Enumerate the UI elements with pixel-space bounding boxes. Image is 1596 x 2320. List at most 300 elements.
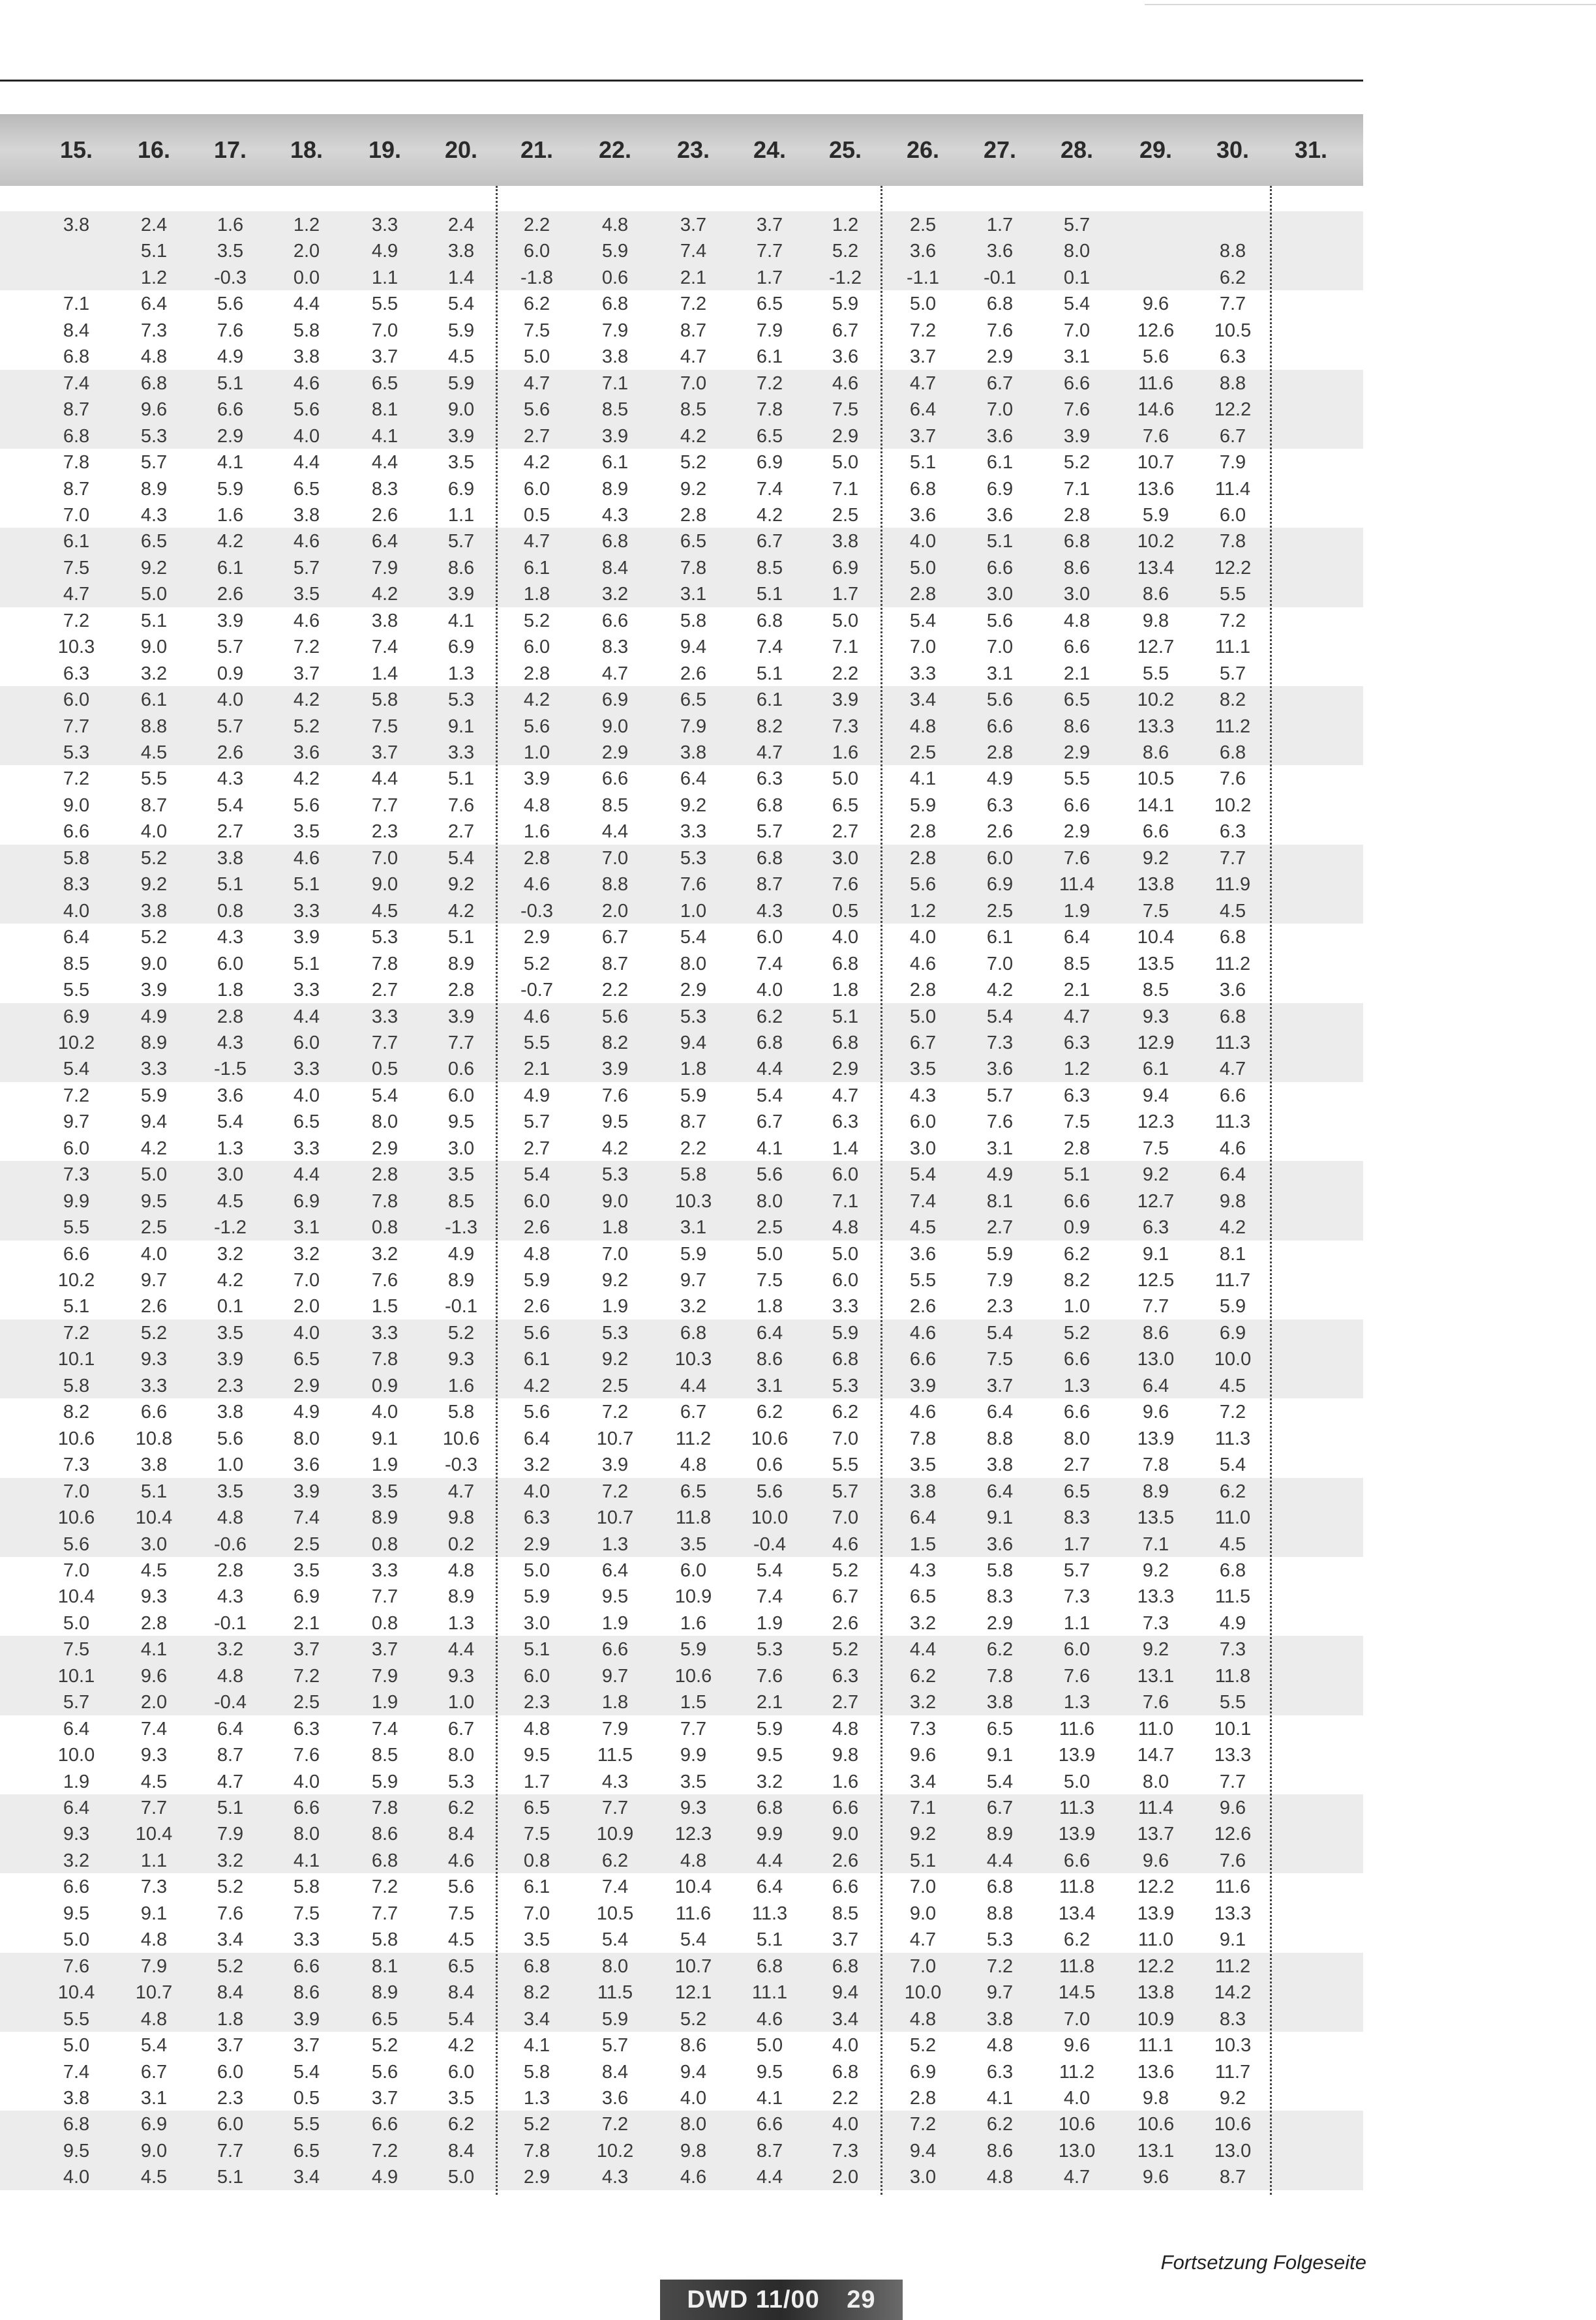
table-cell: 3.5 — [447, 1164, 475, 1186]
table-cell: 5.2 — [217, 1876, 244, 1898]
table-cell: 4.7 — [217, 1771, 244, 1792]
table-cell: 7.7 — [371, 1032, 399, 1053]
table-cell: 5.1 — [756, 584, 783, 605]
table-cell: 7.7 — [217, 2140, 244, 2162]
table-cell: 5.3 — [986, 1929, 1014, 1951]
table-cell: 4.6 — [909, 953, 937, 974]
table-cell: 4.8 — [523, 794, 550, 816]
page-badge — [660, 2280, 903, 2320]
table-cell: 7.5 — [63, 557, 90, 579]
table-cell: 7.3 — [1063, 1586, 1091, 1608]
table-cell: 8.5 — [601, 794, 629, 816]
table-cell: 3.1 — [293, 1217, 320, 1239]
table-cell: 4.1 — [371, 425, 399, 447]
table-cell: -0.4 — [753, 1533, 786, 1555]
table-cell: 10.2 — [57, 1032, 95, 1053]
table-cell: 13.5 — [1137, 1507, 1175, 1529]
day-header-17: 17. — [213, 136, 247, 163]
table-cell: 6.8 — [756, 1032, 783, 1053]
table-cell: 3.9 — [601, 1454, 629, 1476]
table-cell: 6.8 — [1219, 1559, 1246, 1581]
table-cell: 5.2 — [832, 1639, 859, 1661]
table-cell: 7.0 — [371, 320, 399, 341]
table-row — [0, 1319, 1363, 1346]
table-cell: 11.6 — [675, 1903, 712, 1924]
table-cell: 9.2 — [1142, 1639, 1169, 1661]
table-cell: 5.9 — [217, 478, 244, 500]
table-cell: 9.5 — [601, 1586, 629, 1608]
table-cell: 8.3 — [63, 874, 90, 896]
table-cell: 6.8 — [832, 2061, 859, 2083]
table-cell: 4.7 — [63, 584, 90, 605]
table-cell: 7.2 — [293, 637, 320, 658]
table-cell: 3.2 — [140, 663, 168, 684]
table-cell: 9.0 — [601, 716, 629, 737]
table-cell: 3.2 — [217, 1850, 244, 1871]
table-cell: 5.1 — [447, 927, 475, 948]
table-cell: 4.7 — [523, 531, 550, 552]
table-cell: 8.0 — [293, 1824, 320, 1845]
table-cell: 7.4 — [756, 478, 783, 500]
table-cell: 5.4 — [447, 2008, 475, 2030]
table-cell: 5.8 — [293, 320, 320, 341]
table-cell: 3.3 — [140, 1059, 168, 1080]
table-cell: 4.5 — [217, 1190, 244, 1212]
table-cell: 7.7 — [140, 1798, 168, 1818]
table-cell: 9.8 — [447, 1507, 475, 1529]
table-cell: 2.9 — [371, 1137, 399, 1159]
table-cell: 6.8 — [371, 1850, 399, 1871]
table-cell: 1.0 — [1063, 1296, 1091, 1318]
table-cell: 1.8 — [523, 584, 550, 605]
table-cell: 10.1 — [57, 1349, 95, 1370]
table-cell: 0.8 — [371, 1217, 399, 1239]
table-cell: 1.8 — [832, 980, 859, 1001]
table-cell: 1.9 — [371, 1692, 399, 1713]
table-cell: 8.7 — [680, 1111, 707, 1133]
table-cell: 6.6 — [832, 1798, 859, 1818]
table-cell: 6.4 — [217, 1718, 244, 1740]
table-cell: 5.8 — [523, 2061, 550, 2083]
table-cell: 3.2 — [63, 1850, 90, 1871]
table-cell: 6.0 — [447, 1085, 475, 1106]
table-cell — [1275, 2137, 1347, 2163]
table-cell: -1.2 — [214, 1217, 247, 1239]
table-cell: 12.3 — [674, 1824, 712, 1845]
table-cell: 5.7 — [756, 821, 783, 843]
table-cell: 8.3 — [1219, 2008, 1246, 2030]
table-cell: 4.4 — [756, 1850, 783, 1871]
table-cell: 5.2 — [523, 953, 550, 974]
table-cell — [1275, 475, 1347, 502]
table-cell: 7.3 — [832, 2140, 859, 2162]
table-row — [0, 1003, 1363, 1029]
day-header-30: 30. — [1216, 136, 1250, 163]
table-cell: 3.7 — [909, 346, 937, 368]
table-cell: 2.6 — [371, 504, 399, 526]
table-cell: 1.2 — [140, 267, 168, 288]
table-cell: 12.7 — [1137, 1190, 1175, 1212]
table-cell: 4.2 — [680, 425, 707, 447]
table-cell: 9.3 — [680, 1798, 707, 1818]
table-cell: 6.6 — [986, 716, 1014, 737]
table-cell: 3.8 — [986, 1454, 1014, 1476]
table-cell: 5.9 — [986, 1243, 1014, 1265]
table-cell: 1.3 — [1063, 1375, 1091, 1396]
table-cell: 6.1 — [140, 689, 168, 711]
table-cell: 4.2 — [293, 768, 320, 790]
table-cell: 8.5 — [680, 399, 707, 421]
table-cell: 6.5 — [371, 372, 399, 394]
table-cell: 7.3 — [1219, 1639, 1246, 1661]
table-cell: 6.3 — [1142, 1217, 1169, 1239]
table-cell: 7.5 — [63, 1639, 90, 1661]
table-cell: 6.1 — [986, 452, 1014, 474]
table-row — [0, 845, 1363, 871]
table-cell: 4.4 — [293, 294, 320, 315]
table-cell: 5.6 — [523, 716, 550, 737]
table-cell: 5.5 — [371, 294, 399, 315]
table-cell: 3.3 — [447, 742, 475, 763]
table-cell: 9.8 — [680, 2140, 707, 2162]
table-row — [0, 1610, 1363, 1636]
table-cell: 2.8 — [447, 980, 475, 1001]
table-cell: 8.5 — [371, 1745, 399, 1766]
table-cell: 6.7 — [601, 927, 629, 948]
table-cell: 1.2 — [909, 900, 937, 922]
table-cell: 6.6 — [371, 2114, 399, 2135]
table-cell: 7.5 — [1063, 1111, 1091, 1133]
table-cell: 7.6 — [217, 320, 244, 341]
table-cell — [1275, 290, 1347, 316]
table-cell: 8.4 — [447, 2140, 475, 2162]
table-cell: 3.2 — [523, 1454, 550, 1476]
table-cell: 9.3 — [63, 1824, 90, 1845]
table-cell: 4.7 — [1219, 1059, 1246, 1080]
table-cell: 5.0 — [909, 557, 937, 579]
table-cell: 5.8 — [293, 1876, 320, 1898]
table-cell: 6.8 — [63, 2114, 90, 2135]
table-cell: 4.0 — [217, 689, 244, 711]
table-cell: 8.7 — [217, 1745, 244, 1766]
table-cell: 7.5 — [1142, 1137, 1169, 1159]
table-cell: 7.2 — [756, 372, 783, 394]
table-cell: 5.9 — [601, 2008, 629, 2030]
table-cell: 4.2 — [523, 1375, 550, 1396]
table-cell: 4.3 — [909, 1085, 937, 1106]
table-cell: 4.8 — [523, 1243, 550, 1265]
table-cell: 7.0 — [293, 1270, 320, 1291]
table-cell: 2.6 — [909, 1296, 937, 1318]
table-row — [0, 1768, 1363, 1794]
table-cell: 7.6 — [1142, 425, 1169, 447]
table-cell: 7.9 — [371, 557, 399, 579]
table-cell: 6.2 — [832, 1402, 859, 1423]
table-cell: 4.1 — [523, 2035, 550, 2056]
table-cell: 5.1 — [63, 1296, 90, 1318]
table-cell — [1275, 1188, 1347, 1214]
table-row — [0, 396, 1363, 422]
table-cell: 5.1 — [832, 1006, 859, 1027]
table-cell: 2.1 — [293, 1612, 320, 1634]
table-cell: 3.5 — [447, 2087, 475, 2109]
table-cell: 6.2 — [909, 1665, 937, 1687]
table-cell: 6.4 — [756, 1322, 783, 1344]
table-cell: 7.6 — [1063, 399, 1091, 421]
table-cell: 10.0 — [57, 1745, 95, 1766]
table-cell: 8.2 — [756, 716, 783, 737]
table-row — [0, 2085, 1363, 2111]
table-cell: 4.2 — [523, 689, 550, 711]
table-cell: 13.5 — [1137, 953, 1175, 974]
day-header-19: 19. — [368, 136, 402, 163]
table-cell: 6.6 — [293, 1955, 320, 1977]
table-cell: 10.6 — [1214, 2114, 1252, 2135]
table-cell: 2.5 — [601, 1375, 629, 1396]
table-cell: 1.9 — [601, 1612, 629, 1634]
table-cell: 4.0 — [832, 927, 859, 948]
table-cell: 4.8 — [832, 1217, 859, 1239]
table-cell: -0.7 — [520, 980, 553, 1001]
table-cell: 5.1 — [217, 372, 244, 394]
table-cell: 8.3 — [601, 637, 629, 658]
table-cell: 7.8 — [1142, 1454, 1169, 1476]
table-cell: 6.4 — [63, 927, 90, 948]
table-cell: 3.8 — [140, 1454, 168, 1476]
table-cell: 1.7 — [756, 267, 783, 288]
table-cell: 1.8 — [756, 1296, 783, 1318]
table-cell: 3.7 — [680, 215, 707, 235]
table-cell: 11.2 — [675, 1428, 712, 1449]
table-cell: 12.2 — [1137, 1876, 1175, 1898]
table-cell: 3.4 — [909, 1771, 937, 1792]
table-cell: 7.9 — [756, 320, 783, 341]
table-cell: 5.5 — [63, 980, 90, 1001]
table-cell: 8.7 — [680, 320, 707, 341]
table-cell: 2.7 — [832, 821, 859, 843]
table-cell: 13.8 — [1137, 874, 1175, 896]
table-cell — [1275, 1610, 1347, 1636]
table-cell: 7.9 — [140, 1955, 168, 1977]
table-cell: -1.8 — [520, 267, 553, 288]
table-cell: 4.8 — [680, 1454, 707, 1476]
table-cell: 2.4 — [140, 215, 168, 235]
table-cell: 6.8 — [523, 1955, 550, 1977]
table-cell: 4.8 — [680, 1850, 707, 1871]
table-row — [0, 502, 1363, 528]
table-cell: 6.8 — [680, 1322, 707, 1344]
table-cell: 9.6 — [1142, 2167, 1169, 2188]
table-row — [0, 1451, 1363, 1477]
table-cell: 9.2 — [601, 1349, 629, 1370]
table-cell: 3.2 — [909, 1692, 937, 1713]
table-cell — [1275, 580, 1347, 607]
table-cell: 14.5 — [1058, 1982, 1096, 2004]
table-cell: 9.4 — [680, 637, 707, 658]
table-cell: 10.3 — [674, 1349, 712, 1370]
table-cell: 6.6 — [909, 1349, 937, 1370]
table-cell: 7.4 — [601, 1876, 629, 1898]
table-cell: 8.6 — [1063, 557, 1091, 579]
table-cell: 6.1 — [217, 557, 244, 579]
table-cell: 6.6 — [217, 399, 244, 421]
table-cell: 5.1 — [140, 610, 168, 631]
table-cell: 6.0 — [217, 2061, 244, 2083]
table-cell: 7.2 — [371, 1876, 399, 1898]
table-cell: 3.9 — [447, 1006, 475, 1027]
table-cell: 3.0 — [909, 2167, 937, 2188]
table-cell: 0.1 — [217, 1296, 244, 1318]
table-cell — [1275, 264, 1347, 290]
table-cell: 5.5 — [1219, 584, 1246, 605]
table-cell: 3.1 — [986, 1137, 1014, 1159]
table-row — [0, 976, 1363, 1002]
table-cell: 3.9 — [1063, 425, 1091, 447]
table-cell: 3.3 — [140, 1375, 168, 1396]
table-cell: 8.1 — [371, 1955, 399, 1977]
table-cell: 13.3 — [1214, 1903, 1252, 1924]
table-cell: 6.7 — [909, 1032, 937, 1053]
table-cell: 8.3 — [371, 478, 399, 500]
table-cell: 5.9 — [140, 1085, 168, 1106]
table-cell: 5.7 — [832, 1481, 859, 1502]
table-cell: 13.3 — [1137, 1586, 1175, 1608]
table-cell: 1.4 — [832, 1137, 859, 1159]
table-cell: 6.1 — [756, 346, 783, 368]
table-cell — [1275, 976, 1347, 1002]
table-row — [0, 1346, 1363, 1372]
table-cell: 6.1 — [63, 531, 90, 552]
table-cell: 1.8 — [217, 980, 244, 1001]
table-cell: 3.8 — [447, 241, 475, 262]
table-cell: 7.8 — [371, 953, 399, 974]
table-cell — [1275, 2163, 1347, 2190]
table-cell: 3.6 — [1219, 980, 1246, 1001]
table-cell: 11.4 — [1137, 1798, 1174, 1818]
table-cell: 7.4 — [63, 372, 90, 394]
table-cell: 3.2 — [680, 1296, 707, 1318]
table-cell: 3.2 — [601, 584, 629, 605]
table-cell: 8.5 — [832, 1903, 859, 1924]
table-cell: 4.7 — [909, 1929, 937, 1951]
table-cell: 3.7 — [371, 742, 399, 763]
table-cell: 4.4 — [756, 1059, 783, 1080]
table-cell: 6.6 — [63, 1243, 90, 1265]
table-cell: 4.9 — [986, 1164, 1014, 1186]
day-header-27: 27. — [983, 136, 1017, 163]
table-cell: 1.8 — [680, 1059, 707, 1080]
table-cell — [1275, 1583, 1347, 1609]
table-cell: 6.0 — [293, 1032, 320, 1053]
table-cell: 8.0 — [1142, 1771, 1169, 1792]
table-cell: 7.1 — [832, 478, 859, 500]
table-cell: 3.3 — [293, 1137, 320, 1159]
table-cell: 3.3 — [909, 663, 937, 684]
table-cell: 6.5 — [447, 1955, 475, 1977]
table-cell: 9.3 — [447, 1665, 475, 1687]
top-rule — [0, 80, 1363, 82]
table-cell: 8.7 — [601, 953, 629, 974]
table-cell: 5.0 — [523, 346, 550, 368]
table-cell: 1.3 — [447, 663, 475, 684]
table-cell: 5.0 — [832, 1243, 859, 1265]
table-cell: 6.2 — [447, 1798, 475, 1818]
table-cell: 7.0 — [986, 399, 1014, 421]
table-cell: 3.1 — [756, 1375, 783, 1396]
table-cell: 3.2 — [217, 1639, 244, 1661]
table-cell: 1.3 — [601, 1533, 629, 1555]
table-cell: 3.6 — [601, 2087, 629, 2109]
day-header-29: 29. — [1139, 136, 1173, 163]
table-cell: 5.4 — [986, 1771, 1014, 1792]
table-cell: 5.0 — [140, 584, 168, 605]
table-cell — [1275, 633, 1347, 659]
table-cell: 9.0 — [909, 1903, 937, 1924]
table-cell: 7.8 — [680, 557, 707, 579]
table-cell: 3.1 — [986, 663, 1014, 684]
table-cell: 7.6 — [680, 874, 707, 896]
table-cell: 4.3 — [756, 900, 783, 922]
table-cell: 4.6 — [680, 2167, 707, 2188]
table-cell: 5.2 — [909, 2035, 937, 2056]
table-row — [0, 1267, 1363, 1293]
table-cell: 2.8 — [909, 2087, 937, 2109]
table-cell: 7.9 — [601, 320, 629, 341]
table-cell — [1275, 1346, 1347, 1372]
table-cell: 3.0 — [217, 1164, 244, 1186]
table-cell — [1275, 317, 1347, 343]
table-cell — [1275, 1003, 1347, 1029]
table-cell: 7.6 — [1063, 1665, 1091, 1687]
table-cell: 6.0 — [217, 2114, 244, 2135]
table-cell: 4.4 — [293, 452, 320, 474]
table-cell: 2.6 — [832, 1612, 859, 1634]
table-cell: -1.5 — [214, 1059, 247, 1080]
table-cell: 7.6 — [63, 1955, 90, 1977]
table-cell: 2.7 — [447, 821, 475, 843]
table-cell: 6.8 — [832, 1032, 859, 1053]
table-cell: 7.0 — [523, 1903, 550, 1924]
table-cell: 2.8 — [523, 847, 550, 869]
table-cell — [1275, 1161, 1347, 1187]
table-cell: 5.2 — [140, 847, 168, 869]
table-cell: 6.4 — [909, 1507, 937, 1529]
table-cell: 1.5 — [909, 1533, 937, 1555]
continuation-note: Fortsetzung Folgeseite — [1160, 2251, 1366, 2274]
table-cell: 4.6 — [293, 610, 320, 631]
table-cell: 7.2 — [63, 610, 90, 631]
table-cell: 6.4 — [756, 1876, 783, 1898]
table-cell: 2.5 — [909, 215, 937, 235]
table-cell: 5.4 — [986, 1322, 1014, 1344]
table-cell: 11.8 — [1059, 1876, 1095, 1898]
table-cell — [1275, 897, 1347, 924]
table-cell: 3.2 — [909, 1612, 937, 1634]
table-cell: 5.3 — [601, 1322, 629, 1344]
table-cell: 8.9 — [140, 478, 168, 500]
table-cell — [1275, 1926, 1347, 1952]
table-cell: 0.9 — [371, 1375, 399, 1396]
table-row — [0, 2006, 1363, 2032]
table-cell: 2.9 — [1063, 742, 1091, 763]
table-cell: 6.7 — [1219, 425, 1246, 447]
table-cell — [1275, 1214, 1347, 1240]
table-cell: 5.4 — [986, 1006, 1014, 1027]
table-cell: 6.9 — [293, 1586, 320, 1608]
table-cell: 5.1 — [293, 874, 320, 896]
table-cell: 5.0 — [832, 610, 859, 631]
table-cell: 9.0 — [601, 1190, 629, 1212]
